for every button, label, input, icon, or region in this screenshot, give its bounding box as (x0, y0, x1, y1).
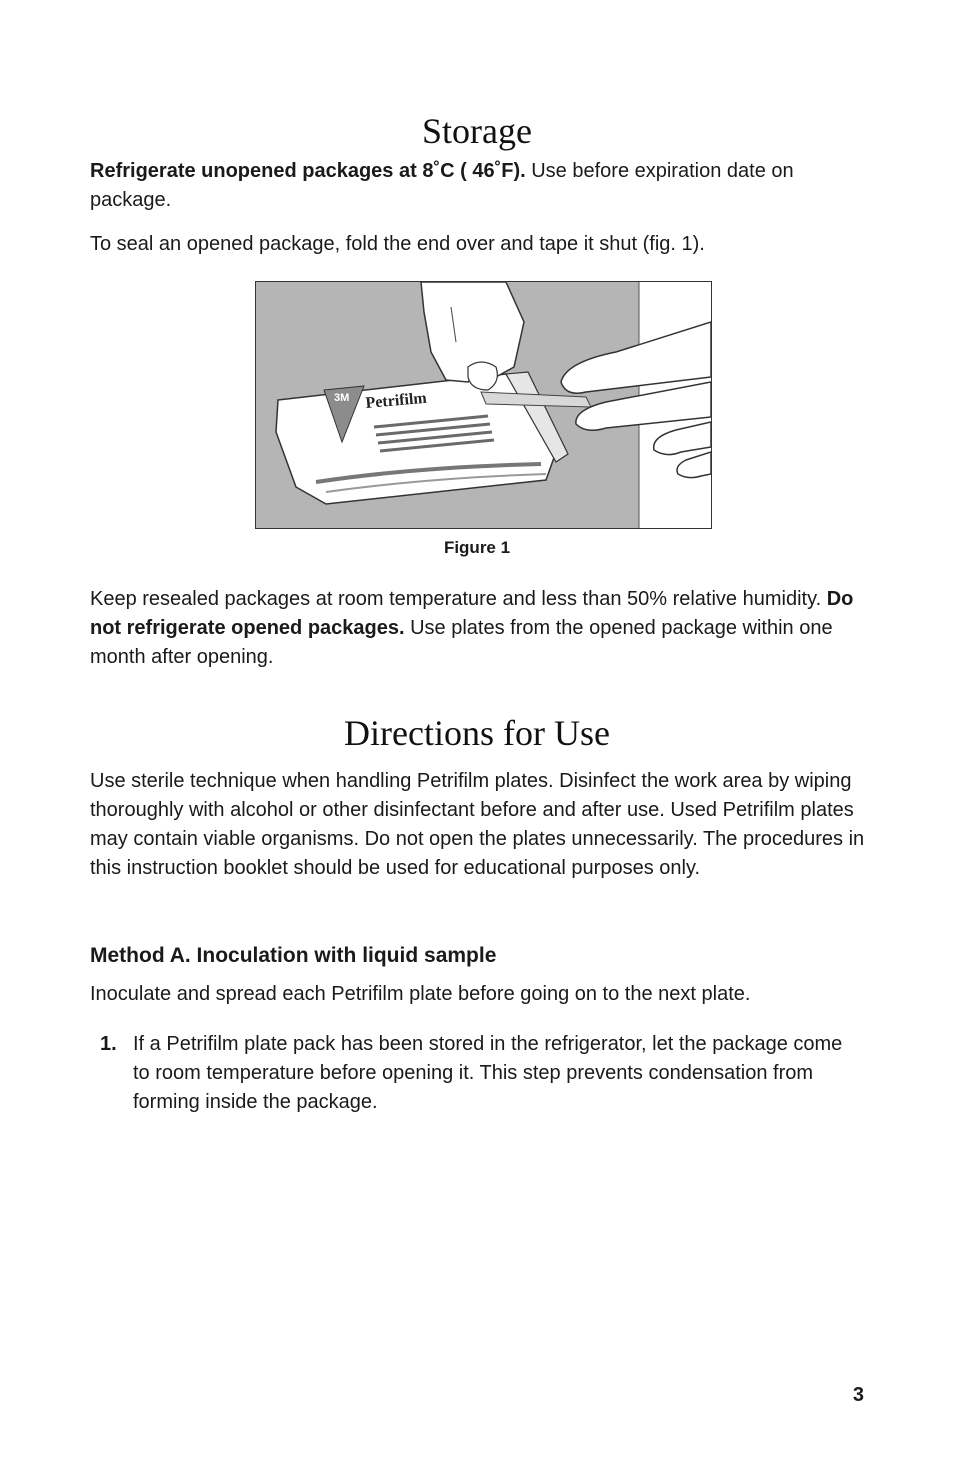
do-not-refrigerate-warning: Do not refrigerate opened packages. (90, 588, 854, 639)
figure-1-illustration (255, 281, 712, 529)
directions-intro: Use sterile technique when handling Petrifilm plates. Disinfect the work area by wiping thoroughly with alcohol or other disinfectant before and after use. Used Petrifilm plates may contain viable organisms. Do not open the plates unnecessarily. The procedures in this instruction booklet should be used for educational purposes only. (90, 770, 865, 879)
storage-paragraph-1 (90, 157, 880, 215)
method-a-intro: Inoculate and spread each Petrifilm plate before going on to the next plate. (90, 983, 751, 1005)
package-brand-text: Petrifilm (364, 389, 428, 412)
storage-paragraph-2: To seal an opened package, fold the end over and tape it shut (fig. 1). (90, 233, 705, 255)
step-number: 1. (100, 1033, 117, 1055)
page-number: 3 (852, 1384, 864, 1406)
package-seal-illustration (256, 282, 711, 528)
one-month-note: Use plates from the opened package within one month after opening. (90, 617, 833, 668)
storage-heading: Storage (422, 111, 532, 151)
refrigerate-instruction: Refrigerate unopened packages at 8˚C ( 46˚F). (90, 160, 526, 182)
logo-3m-text: 3M (334, 392, 350, 404)
method-a-title: Method A. Inoculation with liquid sample (90, 944, 497, 967)
storage-paragraph-3 (90, 585, 880, 672)
step-text: If a Petrifilm plate pack has been stored in the refrigerator, let the package come to room temperature before opening it. This step prevents condensation from forming inside the package. (133, 1033, 843, 1113)
directions-heading: Directions for Use (344, 713, 610, 753)
resealed-instruction: Keep resealed packages at room temperature and less than 50% relative humidity. (90, 588, 827, 610)
figure-1-caption: Figure 1 (443, 538, 511, 557)
expiration-note: Use before expiration date on package. (90, 160, 794, 211)
